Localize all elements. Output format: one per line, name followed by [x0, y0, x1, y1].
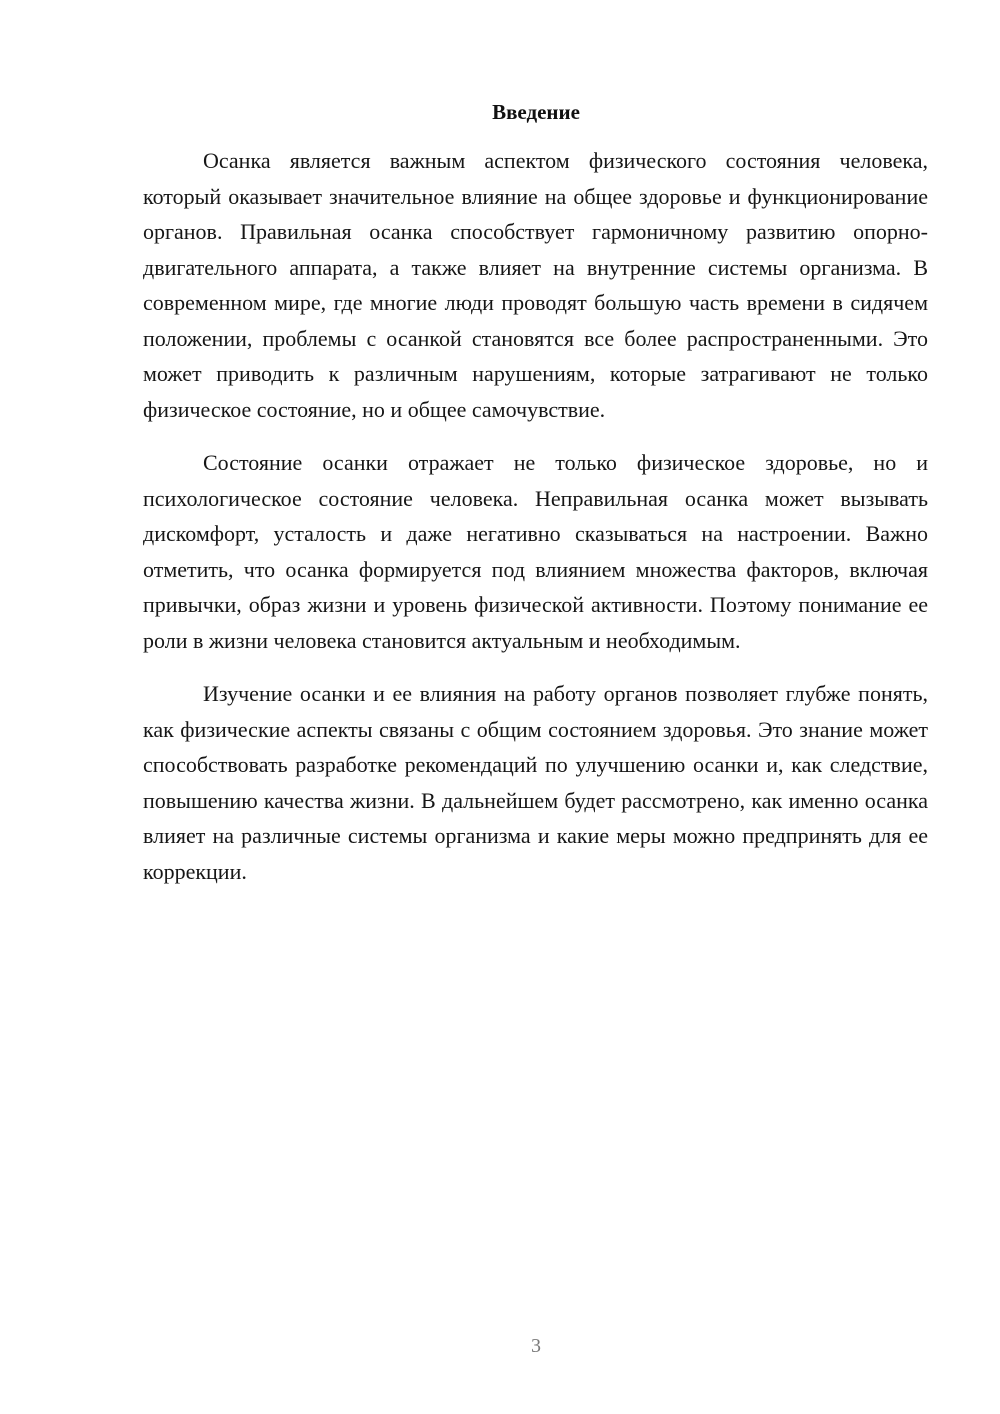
paragraph-3: Изучение осанки и ее влияния на работу органов позволяет глубже понять, как физические аспекты связаны с общим состоянием здоровья. Это знание может способствовать разработке рекомендаций по улучшению осанки и, как следствие, повышению качества жизни. В дальнейшем будет рассмотрено, как именно осанка влияет на различные системы организма и какие меры можно предпринять для ее коррекции. — [143, 681, 928, 884]
paragraph-1: Осанка является важным аспектом физического состояния человека, который оказывает значительное влияние на общее здоровье и функционирование органов. Правильная осанка способствует гармоничному развитию опорно-двигательного аппарата, а также влияет на внутренние системы организма. В современном мире, где многие люди проводят большую часть времени в сидячем положении, проблемы с осанкой становятся все более распространенными. Это может приводить к различным нарушениям, которые затрагивают не только физическое состояние, но и общее самочувствие. — [143, 148, 928, 422]
page-number: 3 — [531, 1335, 541, 1357]
paragraph-2: Состояние осанки отражает не только физическое здоровье, но и психологическое состояние человека. Неправильная осанка может вызывать дискомфорт, усталость и даже негативно сказываться на настроении. Важно отметить, что осанка формируется под влиянием множества факторов, включая привычки, образ жизни и уровень физической активности. Поэтому понимание ее роли в жизни человека становится актуальным и необходимым. — [143, 450, 928, 653]
body-text — [143, 143, 928, 907]
section-heading: Введение — [492, 100, 580, 124]
